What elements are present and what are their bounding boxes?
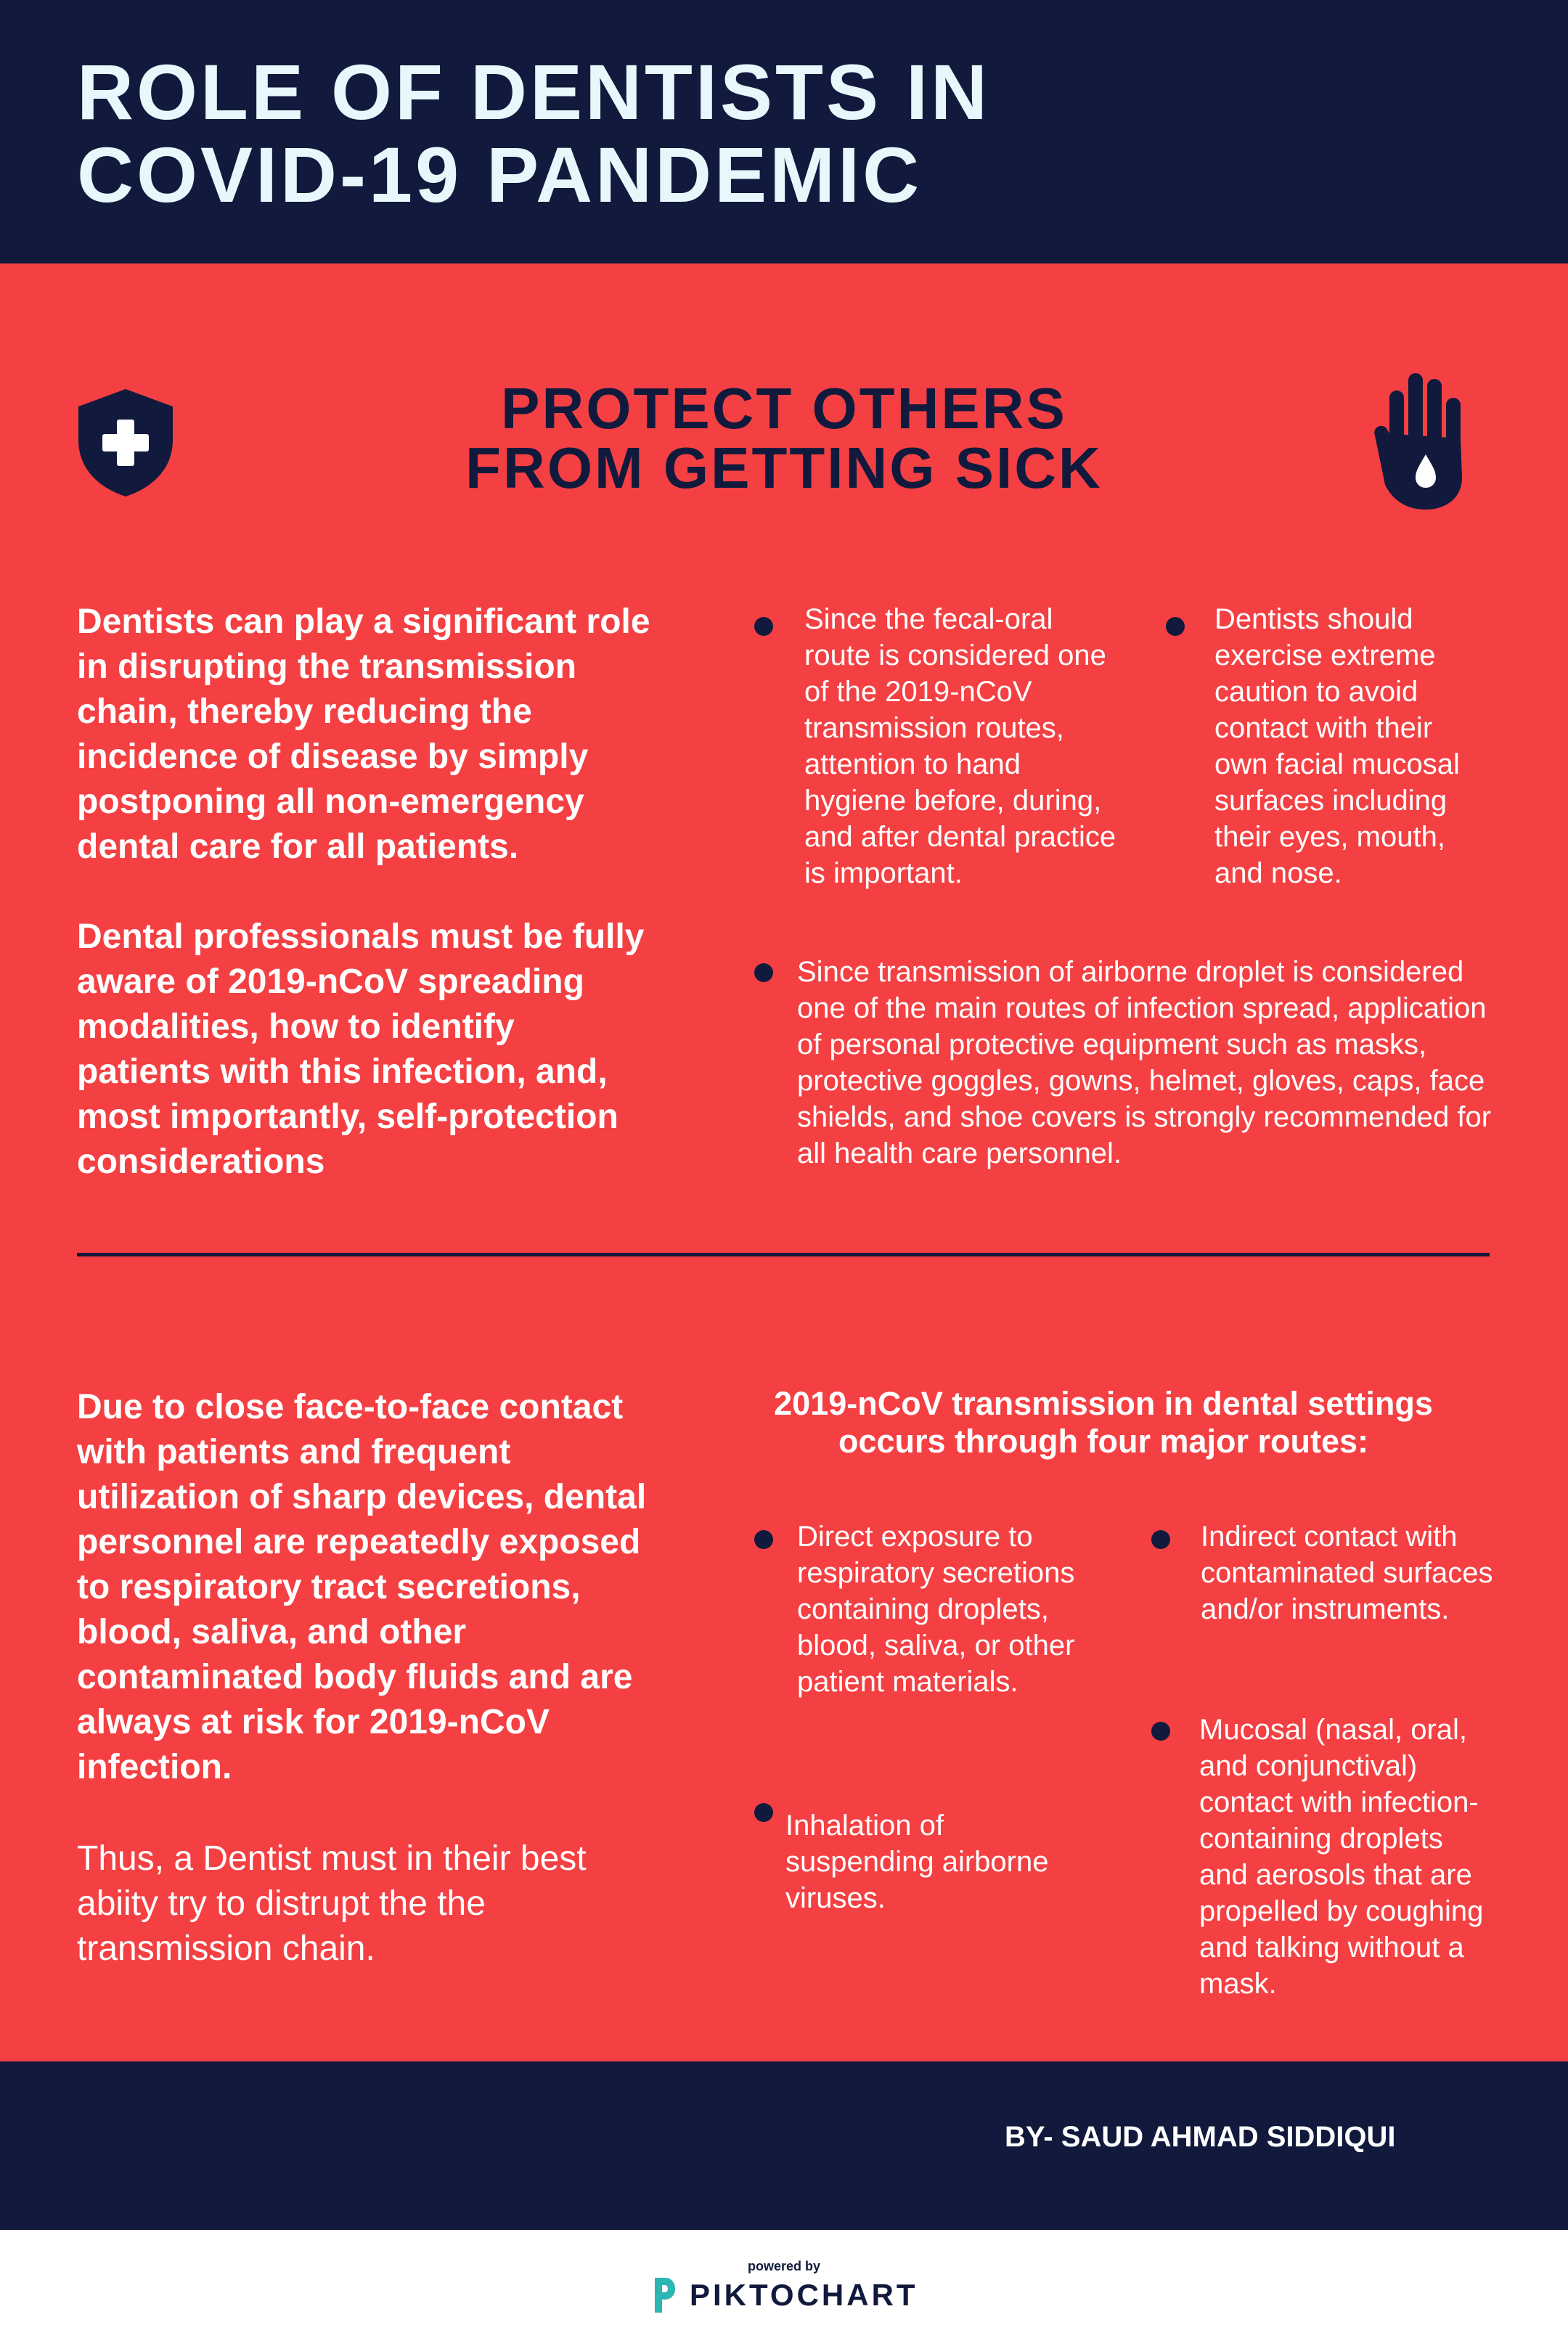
piktochart-brand[interactable]: PIKTOCHART xyxy=(690,2278,918,2312)
protect-heading-line2: FROM GETTING SICK xyxy=(465,436,1103,500)
shield-plus-icon xyxy=(77,388,174,498)
page-title-line2: COVID-19 PANDEMIC xyxy=(77,131,923,218)
bullet-dot xyxy=(754,1530,773,1549)
route-indirect-contact: Indirect contact with contaminated surfaces and/or instruments. xyxy=(1201,1521,1493,1625)
bullet-dot xyxy=(1151,1722,1170,1741)
author-byline: BY- SAUD AHMAD SIDDIQUI xyxy=(1005,2121,1396,2153)
ppe-bullet: Since transmission of airborne droplet is considered one of the main routes of infection spread, application of personal protective equipment such as masks, protective goggles, gowns, helmet, gloves, caps, face shields, and shoe covers is strongly recommended for all health care personnel. xyxy=(797,956,1492,1169)
disrupt-chain-paragraph: Thus, a Dentist must in their best abiity try to distrupt the the transmission chain. xyxy=(77,1839,587,1968)
bullet-dot xyxy=(1151,1530,1170,1549)
bullet-dot xyxy=(754,617,773,636)
dentists-role-paragraph: Dentists can play a significant role in disrupting the transmission chain, thereby reducing the incidence of disease by simply postponing all non-emergency dental care for all patients. xyxy=(77,602,650,866)
hand-hygiene-bullet: Since the fecal-oral route is considered one of the 2019-nCoV transmission routes, attention to hand hygiene before, during, and after dental practice is important. xyxy=(804,603,1116,889)
bullet-dot xyxy=(754,1803,773,1822)
professional-awareness-paragraph: Dental professionals must be fully aware of 2019-nCoV spreading modalities, how to identify patients with this infection, and, most importantly, self-protection considerations xyxy=(77,917,645,1181)
exposure-risk-paragraph: Due to close face-to-face contact with patients and frequent utilization of sharp devices, dental personnel are repeatedly exposed to respiratory tract secretions, blood, saliva, and other contaminated body fluids and are always at risk for 2019-nCoV infection. xyxy=(77,1388,647,1786)
protect-heading xyxy=(334,376,1234,500)
bullet-dot xyxy=(754,963,773,982)
hand-drop-icon xyxy=(1369,369,1471,511)
protect-heading-line1: PROTECT OTHERS xyxy=(501,376,1067,441)
route-direct-exposure: Direct exposure to respiratory secretions containing droplets, blood, saliva, or other patient materials. xyxy=(797,1521,1075,1698)
page-title-line1: ROLE OF DENTISTS IN xyxy=(77,48,991,136)
route-mucosal-contact: Mucosal (nasal, oral, and conjunctival) contact with infection-containing droplets and aerosols that are propelled by coughing and talking without a mask. xyxy=(1199,1714,1484,2000)
routes-heading: 2019-nCoV transmission in dental settings occurs through four major routes: xyxy=(774,1385,1433,1460)
mucosal-caution-bullet: Dentists should exercise extreme caution to avoid contact with their own facial mucosal surfaces including their eyes, mouth, and nose. xyxy=(1214,603,1460,889)
header-banner xyxy=(0,0,1568,263)
section-divider xyxy=(77,1253,1490,1256)
page-title xyxy=(77,48,1456,218)
powered-by-label: powered by xyxy=(747,2259,821,2273)
piktochart-logo-icon[interactable] xyxy=(652,2276,677,2314)
route-inhalation: Inhalation of suspending airborne viruses. xyxy=(785,1810,1049,1914)
bullet-dot xyxy=(1166,617,1185,636)
